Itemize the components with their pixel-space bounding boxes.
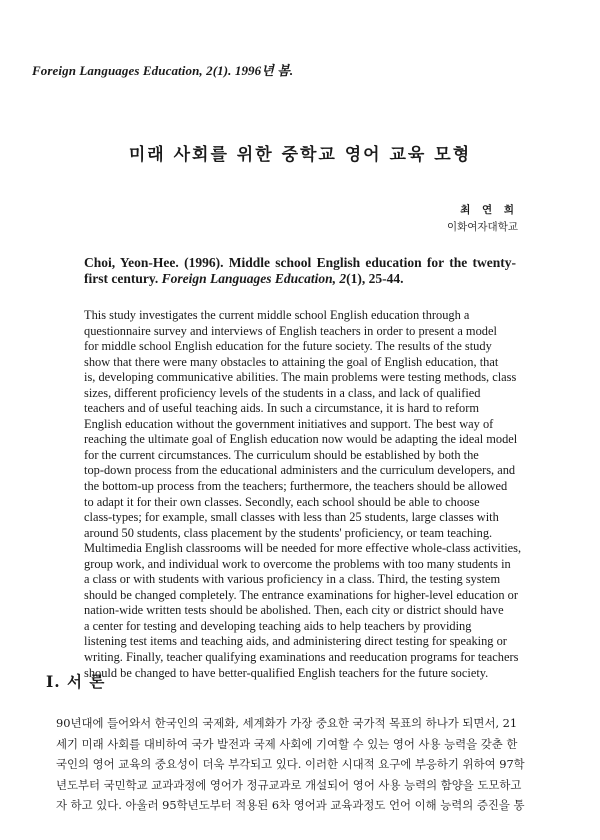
abstract-line: the bottom-up process from the teachers; furthermore, the teachers should be allowed	[84, 479, 508, 494]
abstract-line: sizes, different proficiency levels of the students in a class, and lack of qualified	[84, 385, 481, 400]
abstract-line: around 50 students, class placement by the students' proficiency, or team teaching.	[84, 525, 493, 540]
citation-rest: (1), 25-44.	[346, 270, 404, 286]
citation-main: Choi, Yeon-Hee. (1996). Middle school English education for the twenty-first century.	[84, 255, 516, 286]
abstract-line: teachers and of useful teaching aids. In such a circumstance, it is hard to reform	[84, 401, 479, 416]
author-affiliation: 이화여자대학교	[446, 221, 518, 233]
body-line: 90년대에 들어와서 한국인의 국제화, 세계화가 가장 중요한 국가적 목표의 하나가 되면서, 21	[56, 716, 518, 730]
abstract-line: is, developing communicative abilities. The main problems were testing methods, class	[84, 370, 517, 385]
abstract-line: writing. Finally, teacher qualifying examinations and reeducation programs for teachers	[84, 650, 519, 665]
abstract-line: Multimedia English classrooms will be needed for more effective whole-class activities,	[84, 541, 522, 556]
section-heading: I. 서 론	[46, 672, 106, 691]
running-head: Foreign Languages Education, 2(1). 1996년 봄.	[32, 63, 294, 78]
citation-journal: Foreign Languages Education, 2	[161, 270, 347, 286]
abstract-line: listening test items and teaching aids, and administering direct testing for speaking or	[84, 634, 507, 649]
body-line: 년도부터 국민학교 교과과정에 영어가 정규교과로 개설되어 영어 사용 능력의 함양을 도모하고	[56, 777, 522, 792]
abstract-line: reaching the ultimate goal of English education now would be adapting the ideal model	[84, 432, 518, 447]
author-block	[447, 202, 518, 236]
abstract-line: for middle school English education for the future society. The results of the study	[84, 339, 492, 354]
paper-title: 미래 사회를 위한 중학교 영어 교육 모형	[128, 145, 472, 165]
abstract-line: show that there were many obstacles to attaining the goal of English education, that	[84, 354, 499, 369]
abstract-line: should be changed to have better-qualified English teachers for the future society.	[84, 665, 489, 680]
abstract-line: a class or with students with various proficiency in a class. Third, the testing system	[84, 572, 501, 587]
body-paragraph	[56, 713, 546, 816]
abstract-line: nation-wide written tests should be abolished. Then, each city or district should have	[84, 603, 504, 618]
abstract-line: questionnaire survey and interviews of English teachers in order to present a model	[84, 323, 497, 338]
abstract-line: a center for testing and developing teaching aids to help teachers by providing	[84, 618, 472, 633]
abstract	[84, 308, 522, 681]
author-name: 최 연 희	[460, 204, 518, 216]
abstract-line: This study investigates the current middle school English education through a	[84, 308, 470, 322]
abstract-line: English education without the government initiatives and support. The best way of	[84, 416, 494, 431]
body-line: 국인의 영어 교육의 중요성이 더욱 부각되고 있다. 이러한 시대적 요구에 부응하기 위하여 97학	[56, 757, 525, 771]
body-line: 자 하고 있다. 아울러 95학년도부터 적용된 6차 영어과 교육과정도 언어 이해 능력의 증진을 통	[56, 798, 525, 812]
abstract-line: group work, and individual work to overcome the problems with too many students in	[84, 556, 511, 571]
citation	[84, 255, 516, 286]
abstract-line: should be changed completely. The entrance examinations for higher-level education or	[84, 587, 518, 602]
body-line: 세기 미래 사회를 대비하여 국가 발전과 국제 사회에 기여할 수 있는 영어 사용 능력을 갖춘 한	[56, 736, 518, 751]
abstract-line: to adapt it for their own classes. Secondly, each school should be able to choose	[84, 494, 480, 509]
abstract-line: for the current circumstances. The curriculum should be established by both the	[84, 447, 479, 462]
abstract-line: top-down process from the educational administers and the curriculum developers, and	[84, 463, 516, 478]
abstract-line: class-types; for example, small classes with less than 25 students, large classes with	[84, 510, 499, 525]
